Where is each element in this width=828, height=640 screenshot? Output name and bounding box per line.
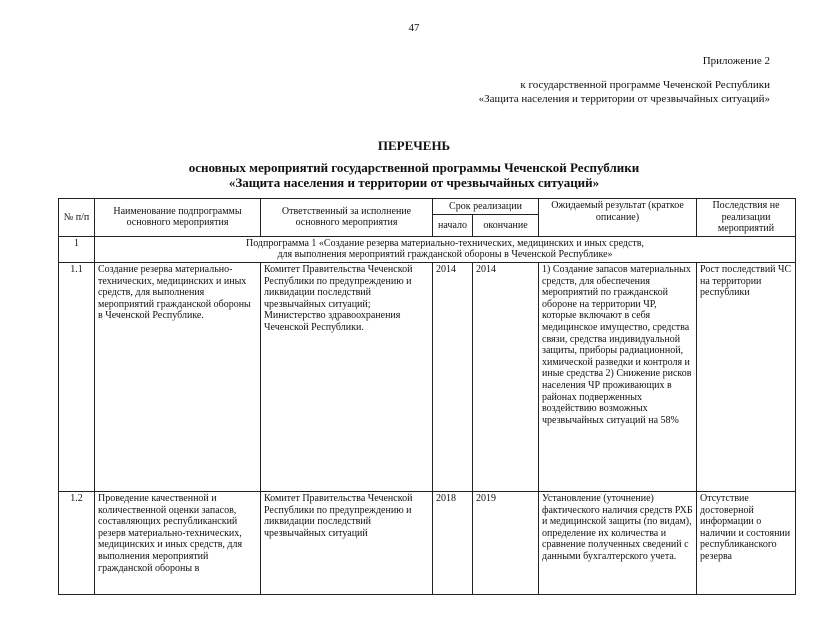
document-title: ПЕРЕЧЕНЬ xyxy=(377,138,451,153)
header-start: начало xyxy=(433,215,473,237)
row-consequence: Рост последствий ЧС на территории республики xyxy=(697,262,796,491)
row-end: 2014 xyxy=(473,262,539,491)
header-end: окончание xyxy=(473,215,539,237)
row-end: 2019 xyxy=(473,491,539,594)
table-row xyxy=(59,491,796,594)
header-consequence: Последствия не реализации мероприятий xyxy=(697,199,796,237)
row-responsible: Комитет Правительства Чеченской Республики по предупреждению и ликвидации последствий чрезвычайных ситуаций; Министерство здравоохранения Чеченской Республики. xyxy=(261,262,433,491)
page-number: 47 xyxy=(408,22,420,34)
row-responsible: Комитет Правительства Чеченской Республики по предупреждению и ликвидации последствий чрезвычайных ситуаций xyxy=(261,491,433,594)
row-num: 1.2 xyxy=(59,491,95,594)
row-start: 2014 xyxy=(433,262,473,491)
annex-line-2: «Защита населения и территории от чрезвычайных ситуаций» xyxy=(478,93,770,105)
row-num: 1.1 xyxy=(59,262,95,491)
annex-line-1: к государственной программе Чеченской Республики xyxy=(520,79,770,91)
row-name: Проведение качественной и количественной оценки запасов, составляющих республиканский резерв материально-технических, медицинских и иных средств, для выполнения мероприятий гражданской обороны в xyxy=(95,491,261,594)
row-result: Установление (уточнение) фактического наличия средств РХБ и медицинской защиты (по видам), определение их количества и сравнение полученных сведений с данными бухгалтерского учета. xyxy=(539,491,697,594)
measures-table xyxy=(58,198,796,595)
document-subtitle-1: основных мероприятий государственной программы Чеченской Республики xyxy=(188,160,640,175)
subprogram-title-line-1: Подпрограмма 1 «Создание резерва материально-технических, медицинских и иных средств, xyxy=(245,237,645,249)
document-heading xyxy=(0,138,828,190)
row-start: 2018 xyxy=(433,491,473,594)
header-name: Наименование подпрограммы основного мероприятия xyxy=(95,199,261,237)
table-row xyxy=(59,262,796,491)
annex-block xyxy=(479,54,770,106)
subprogram-title-line-2: для выполнения мероприятий гражданской обороны в Чеченской Республике» xyxy=(277,249,613,261)
header-period: Срок реализации xyxy=(433,199,539,215)
annex-title: Приложение 2 xyxy=(702,55,770,67)
subprogram-row xyxy=(59,236,796,262)
row-name: Создание резерва материально-технических, медицинских и иных средств, для выполнения мероприятий гражданской обороны в Чеченской Республике. xyxy=(95,262,261,491)
subprogram-num: 1 xyxy=(59,236,95,262)
subprogram-title xyxy=(95,236,796,262)
document-subtitle-2: «Защита населения и территории от чрезвычайных ситуаций» xyxy=(228,175,600,190)
header-responsible: Ответственный за исполнение основного мероприятия xyxy=(261,199,433,237)
row-consequence: Отсутствие достоверной информации о наличии и состоянии республиканского резерва xyxy=(697,491,796,594)
header-result: Ожидаемый результат (краткое описание) xyxy=(539,199,697,237)
header-num: № п/п xyxy=(59,199,95,237)
row-result: 1) Создание запасов материальных средств, для обеспечения мероприятий по гражданской обороне на территории ЧР, которые включают в себя медицинское имущество, средства связи, средства индивидуальной защиты, приборы радиационной, химической разведки и контроля и иные средства 2) Снижение рисков населения ЧР проживающих в районах подверженных воздействию возможных чрезвычайных ситуаций на 58% xyxy=(539,262,697,491)
